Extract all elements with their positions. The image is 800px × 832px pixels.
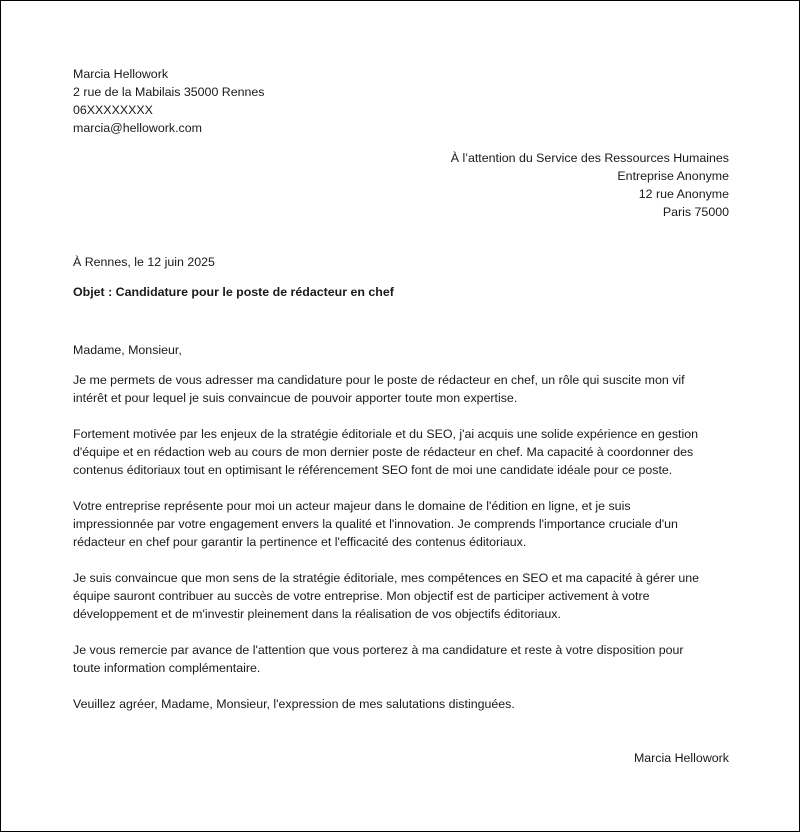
- sender-name: Marcia Hellowork: [73, 67, 169, 81]
- sender-block: [73, 65, 729, 137]
- signature: Marcia Hellowork: [633, 751, 729, 765]
- recipient-block: [73, 149, 729, 221]
- body-paragraph-5: [73, 641, 729, 677]
- recipient-city: Paris 75000: [662, 205, 729, 219]
- salutation: Madame, Monsieur,: [73, 343, 182, 357]
- paragraph-line: Votre entreprise représente pour moi un acteur majeur dans le domaine de l'édition en ligne, et je suis: [73, 499, 631, 513]
- paragraph-line: équipe sauront contribuer au succès de votre entreprise. Mon objectif est de participer activement à votre: [73, 589, 650, 603]
- paragraph-line: Je me permets de vous adresser ma candidature pour le poste de rédacteur en chef, un rôle qui suscite mon vif: [73, 373, 685, 387]
- paragraph-line: rédacteur en chef pour garantir la pertinence et l'efficacité des contenus éditoriaux.: [73, 535, 527, 549]
- paragraph-line: d'équipe et en rédaction web au cours de mon dernier poste de rédacteur en chef. Ma capacité à coordonner des: [73, 445, 694, 459]
- subject-line: Objet : Candidature pour le poste de rédacteur en chef: [73, 285, 394, 299]
- paragraph-line: intérêt et pour lequel je suis convaincue de pouvoir apporter toute mon expertise.: [73, 391, 518, 405]
- paragraph-line: toute information complémentaire.: [73, 661, 261, 675]
- recipient-street: 12 rue Anonyme: [638, 187, 729, 201]
- body-paragraph-1: [73, 371, 729, 407]
- paragraph-line: développement et de m'investir pleinement dans la réalisation de vos objectifs éditoriaux.: [73, 607, 561, 621]
- paragraph-line: Je vous remercie par avance de l'attention que vous porterez à ma candidature et reste à votre disposition pour: [73, 643, 684, 657]
- recipient-attention: À l’attention du Service des Ressources Humaines: [450, 151, 729, 165]
- paragraph-line: Fortement motivée par les enjeux de la stratégie éditoriale et du SEO, j'ai acquis une solide expérience en gestion: [73, 427, 699, 441]
- sender-address: 2 rue de la Mabilais 35000 Rennes: [73, 85, 265, 99]
- paragraph-line: contenus éditoriaux tout en optimisant le référencement SEO font de moi une candidate idéale pour ce poste.: [73, 463, 673, 477]
- paragraph-line: impressionnée par votre engagement envers la qualité et l'innovation. Je comprends l'importance cruciale d'un: [73, 517, 678, 531]
- sender-phone: 06XXXXXXXX: [73, 103, 153, 117]
- closing-formula: Veuillez agréer, Madame, Monsieur, l'expression de mes salutations distinguées.: [73, 697, 515, 711]
- sender-email: marcia@hellowork.com: [73, 121, 202, 135]
- recipient-company: Entreprise Anonyme: [617, 169, 729, 183]
- body-paragraph-4: [73, 569, 729, 623]
- body-paragraph-3: [73, 497, 729, 551]
- paragraph-line: Je suis convaincue que mon sens de la stratégie éditoriale, mes compétences en SEO et ma capacité à gérer une: [73, 571, 700, 585]
- date-line: À Rennes, le 12 juin 2025: [73, 255, 215, 269]
- body-paragraph-2: [73, 425, 729, 479]
